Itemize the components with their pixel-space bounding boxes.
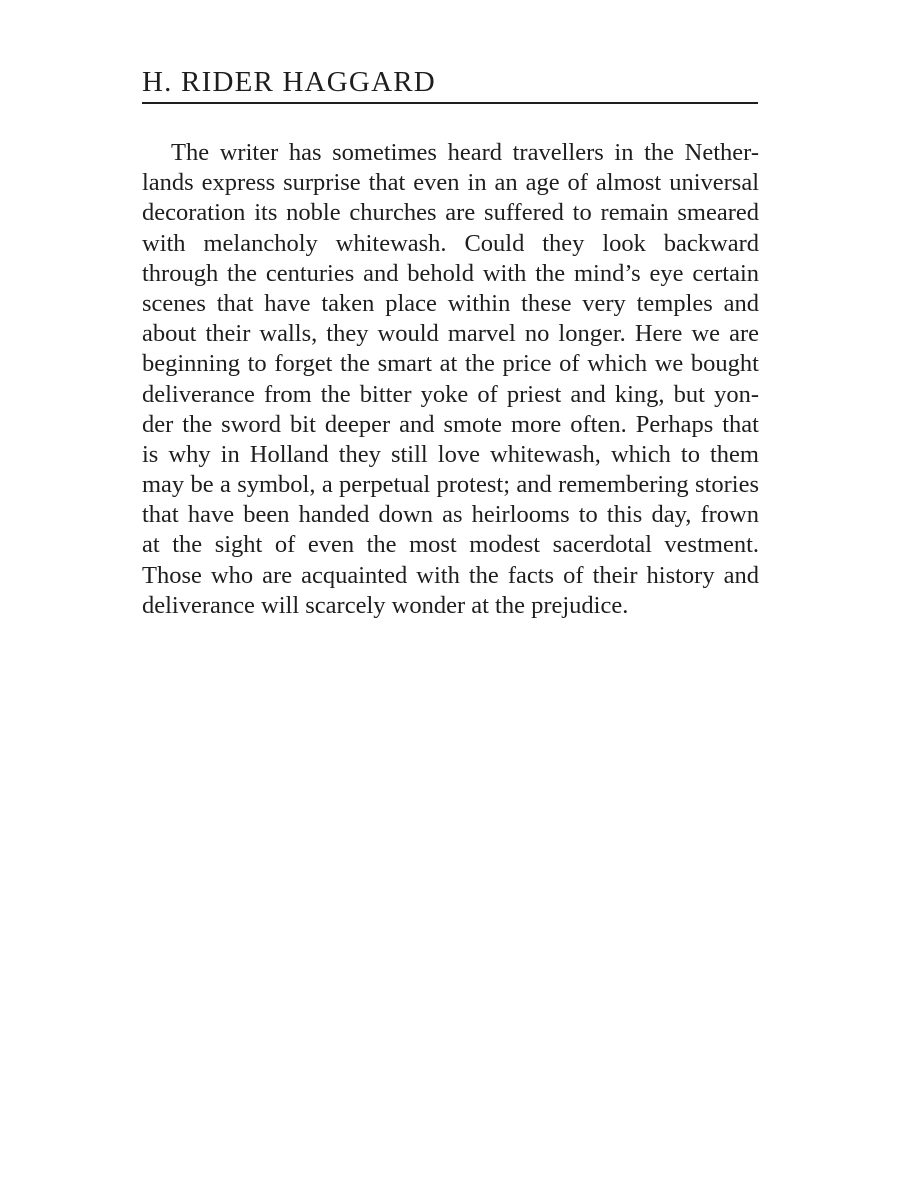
paragraph-line: deliverance will scarcely wonder at the prejudice. — [142, 591, 629, 619]
paragraph-line: through the centuries and behold with the mind’s eye certain — [142, 259, 759, 287]
paragraph-line: decoration its noble churches are suffered to remain smeared — [142, 199, 759, 227]
paragraph-line: may be a symbol, a perpetual protest; and remembering stories — [142, 471, 759, 499]
paragraph-line: is why in Holland they still love whitewash, which to them — [142, 440, 759, 468]
paragraph-line: lands express surprise that even in an age of almost universal — [142, 169, 759, 197]
running-head-title: H. RIDER HAGGARD — [142, 66, 436, 98]
paragraph-line: Those who are acquainted with the facts of their history and — [142, 561, 759, 589]
paragraph-line: with melancholy whitewash. Could they look backward — [142, 229, 759, 257]
paragraph-line: at the sight of even the most modest sacerdotal vestment. — [142, 531, 759, 559]
paragraph-line: der the sword bit deeper and smote more often. Perhaps that — [142, 410, 759, 438]
paragraph-line: The writer has sometimes heard travellers in the Nether- — [171, 139, 759, 166]
paragraph-line: that have been handed down as heirlooms to this day, frown — [142, 501, 759, 529]
body-paragraph — [142, 138, 759, 621]
paragraph-line: scenes that have taken place within these very temples and — [142, 289, 759, 317]
paragraph-line: about their walls, they would marvel no longer. Here we are — [142, 320, 759, 348]
paragraph-line: deliverance from the bitter yoke of priest and king, but yon- — [142, 380, 759, 408]
paragraph-line: beginning to forget the smart at the price of which we bought — [142, 350, 759, 378]
running-head — [142, 64, 758, 104]
